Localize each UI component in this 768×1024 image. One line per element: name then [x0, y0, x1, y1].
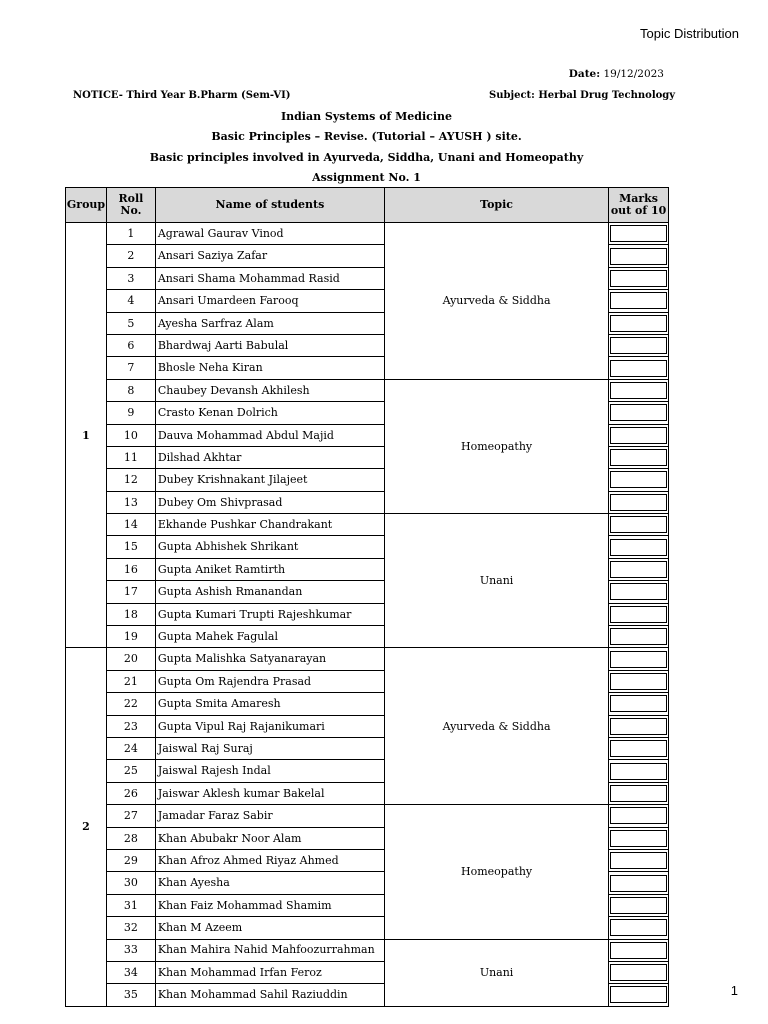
- marks-entry-box[interactable]: [610, 337, 667, 354]
- student-name-cell: Khan M Azeem: [155, 917, 384, 939]
- marks-entry-box[interactable]: [610, 628, 667, 645]
- roll-number-cell: 4: [106, 290, 155, 312]
- topic-cell: Ayurveda & Siddha: [385, 648, 609, 805]
- marks-entry-box[interactable]: [610, 919, 667, 936]
- student-name-cell: Ansari Saziya Zafar: [155, 245, 384, 267]
- student-name-cell: Dubey Om Shivprasad: [155, 491, 384, 513]
- heading-basic-principles-detail: Basic principles involved in Ayurveda, Siddha, Unani and Homeopathy: [149, 151, 584, 164]
- roll-number-cell: 6: [106, 334, 155, 356]
- roll-number-cell: 32: [106, 917, 155, 939]
- marks-cell[interactable]: [609, 961, 669, 983]
- marks-cell[interactable]: [609, 469, 669, 491]
- student-name-cell: Jaiswar Aklesh kumar Bakelal: [155, 782, 384, 804]
- marks-cell[interactable]: [609, 670, 669, 692]
- roll-number-cell: 28: [106, 827, 155, 849]
- marks-entry-box[interactable]: [610, 315, 667, 332]
- roll-number-cell: 31: [106, 894, 155, 916]
- header-topic: Topic: [385, 188, 609, 223]
- student-name-cell: Jaiswal Rajesh Indal: [155, 760, 384, 782]
- roll-number-cell: 21: [106, 670, 155, 692]
- roll-number-cell: 12: [106, 469, 155, 491]
- marks-cell[interactable]: [609, 626, 669, 648]
- marks-entry-box[interactable]: [610, 449, 667, 466]
- student-name-cell: Bhosle Neha Kiran: [155, 357, 384, 379]
- topic-cell: Homeopathy: [385, 379, 609, 513]
- table-row: [66, 223, 669, 245]
- marks-entry-box[interactable]: [610, 763, 667, 780]
- roll-number-cell: 15: [106, 536, 155, 558]
- header-marks-line2: out of 10: [610, 204, 667, 217]
- header-marks: [609, 188, 669, 223]
- date-label: Date:: [568, 68, 601, 80]
- marks-cell[interactable]: [609, 603, 669, 625]
- marks-cell[interactable]: [609, 312, 669, 334]
- table-body: [66, 223, 669, 1007]
- marks-entry-box[interactable]: [610, 785, 667, 802]
- marks-entry-box[interactable]: [610, 695, 667, 712]
- student-name-cell: Khan Mahira Nahid Mahfoozurrahman: [155, 939, 384, 961]
- student-name-cell: Khan Ayesha: [155, 872, 384, 894]
- marks-cell[interactable]: [609, 872, 669, 894]
- marks-cell[interactable]: [609, 849, 669, 871]
- roll-number-cell: 23: [106, 715, 155, 737]
- roll-number-cell: 14: [106, 514, 155, 536]
- marks-cell[interactable]: [609, 648, 669, 670]
- student-name-cell: Khan Afroz Ahmed Riyaz Ahmed: [155, 849, 384, 871]
- marks-cell[interactable]: [609, 379, 669, 401]
- marks-entry-box[interactable]: [610, 360, 667, 377]
- marks-cell[interactable]: [609, 760, 669, 782]
- group-number-cell: 2: [66, 648, 107, 1006]
- page-number: 1: [730, 983, 738, 998]
- marks-entry-box[interactable]: [610, 427, 667, 444]
- student-name-cell: Bhardwaj Aarti Babulal: [155, 334, 384, 356]
- roll-number-cell: 10: [106, 424, 155, 446]
- marks-cell[interactable]: [609, 290, 669, 312]
- marks-entry-box[interactable]: [610, 740, 667, 757]
- date-line: [569, 68, 664, 80]
- student-name-cell: Gupta Abhishek Shrikant: [155, 536, 384, 558]
- table-header-row: [66, 188, 669, 223]
- student-name-cell: Jaiswal Raj Suraj: [155, 737, 384, 759]
- marks-entry-box[interactable]: [610, 651, 667, 668]
- roll-number-cell: 30: [106, 872, 155, 894]
- roll-number-cell: 16: [106, 558, 155, 580]
- subject-line: Subject: Herbal Drug Technology: [489, 90, 676, 101]
- roll-number-cell: 3: [106, 267, 155, 289]
- marks-cell[interactable]: [609, 693, 669, 715]
- header-roll: Roll No.: [106, 188, 155, 223]
- roll-number-cell: 2: [106, 245, 155, 267]
- roll-number-cell: 24: [106, 737, 155, 759]
- table-row: [66, 514, 669, 536]
- marks-entry-box[interactable]: [610, 897, 667, 914]
- marks-entry-box[interactable]: [610, 606, 667, 623]
- topic-cell: Ayurveda & Siddha: [385, 223, 609, 380]
- heading-assignment: Assignment No. 1: [312, 171, 421, 184]
- marks-cell[interactable]: [609, 737, 669, 759]
- roll-number-cell: 7: [106, 357, 155, 379]
- marks-entry-box[interactable]: [610, 875, 667, 892]
- marks-cell[interactable]: [609, 491, 669, 513]
- group-number-cell: 1: [66, 223, 107, 648]
- marks-cell[interactable]: [609, 782, 669, 804]
- table-row: [66, 379, 669, 401]
- marks-cell[interactable]: [609, 984, 669, 1006]
- document-header-title: Topic Distribution: [640, 26, 739, 41]
- marks-cell[interactable]: [609, 939, 669, 961]
- student-name-cell: Crasto Kenan Dolrich: [155, 402, 384, 424]
- student-name-cell: Dubey Krishnakant Jilajeet: [155, 469, 384, 491]
- marks-entry-box[interactable]: [610, 986, 667, 1003]
- roll-number-cell: 20: [106, 648, 155, 670]
- student-name-cell: Gupta Om Rajendra Prasad: [155, 670, 384, 692]
- marks-entry-box[interactable]: [610, 516, 667, 533]
- marks-entry-box[interactable]: [610, 807, 667, 824]
- header-group: Group: [66, 188, 107, 223]
- roll-number-cell: 13: [106, 491, 155, 513]
- student-name-cell: Khan Abubakr Noor Alam: [155, 827, 384, 849]
- roll-number-cell: 1: [106, 223, 155, 245]
- roll-number-cell: 33: [106, 939, 155, 961]
- student-name-cell: Gupta Malishka Satyanarayan: [155, 648, 384, 670]
- marks-entry-box[interactable]: [610, 852, 667, 869]
- marks-entry-box[interactable]: [610, 830, 667, 847]
- roll-number-cell: 17: [106, 581, 155, 603]
- roll-number-cell: 19: [106, 626, 155, 648]
- marks-cell[interactable]: [609, 424, 669, 446]
- student-name-cell: Ayesha Sarfraz Alam: [155, 312, 384, 334]
- marks-entry-box[interactable]: [610, 561, 667, 578]
- marks-entry-box[interactable]: [610, 225, 667, 242]
- table-row: [66, 648, 669, 670]
- student-name-cell: Ekhande Pushkar Chandrakant: [155, 514, 384, 536]
- roll-number-cell: 5: [106, 312, 155, 334]
- marks-cell[interactable]: [609, 536, 669, 558]
- student-name-cell: Gupta Mahek Fagulal: [155, 626, 384, 648]
- heading-indian-systems: Indian Systems of Medicine: [280, 110, 453, 123]
- marks-cell[interactable]: [609, 558, 669, 580]
- student-topic-table: [65, 187, 669, 1007]
- roll-number-cell: 11: [106, 446, 155, 468]
- table-row: [66, 939, 669, 961]
- marks-cell[interactable]: [609, 223, 669, 245]
- marks-entry-box[interactable]: [610, 404, 667, 421]
- heading-basic-principles: Basic Principles – Revise. (Tutorial – AYUSH ) site.: [211, 130, 522, 143]
- marks-entry-box[interactable]: [610, 964, 667, 981]
- topic-cell: Unani: [385, 939, 609, 1006]
- student-name-cell: Gupta Aniket Ramtirth: [155, 558, 384, 580]
- student-name-cell: Dilshad Akhtar: [155, 446, 384, 468]
- roll-number-cell: 18: [106, 603, 155, 625]
- marks-cell[interactable]: [609, 245, 669, 267]
- student-name-cell: Agrawal Gaurav Vinod: [155, 223, 384, 245]
- student-name-cell: Ansari Shama Mohammad Rasid: [155, 267, 384, 289]
- marks-cell[interactable]: [609, 827, 669, 849]
- marks-cell[interactable]: [609, 357, 669, 379]
- student-name-cell: Ansari Umardeen Farooq: [155, 290, 384, 312]
- roll-number-cell: 8: [106, 379, 155, 401]
- topic-cell: Unani: [385, 514, 609, 648]
- topic-cell: Homeopathy: [385, 805, 609, 939]
- student-name-cell: Gupta Ashish Rmanandan: [155, 581, 384, 603]
- marks-entry-box[interactable]: [610, 718, 667, 735]
- roll-number-cell: 22: [106, 693, 155, 715]
- marks-entry-box[interactable]: [610, 583, 667, 600]
- roll-number-cell: 35: [106, 984, 155, 1006]
- student-name-cell: Dauva Mohammad Abdul Majid: [155, 424, 384, 446]
- marks-cell[interactable]: [609, 402, 669, 424]
- student-name-cell: Khan Mohammad Sahil Raziuddin: [155, 984, 384, 1006]
- student-table-wrapper: [65, 187, 669, 1002]
- student-name-cell: Jamadar Faraz Sabir: [155, 805, 384, 827]
- student-name-cell: Gupta Smita Amaresh: [155, 693, 384, 715]
- marks-cell[interactable]: [609, 805, 669, 827]
- marks-cell[interactable]: [609, 715, 669, 737]
- header-marks-line1: Marks: [619, 192, 658, 205]
- marks-cell[interactable]: [609, 917, 669, 939]
- roll-number-cell: 34: [106, 961, 155, 983]
- marks-cell[interactable]: [609, 267, 669, 289]
- marks-entry-box[interactable]: [610, 382, 667, 399]
- student-name-cell: Gupta Vipul Raj Rajanikumari: [155, 715, 384, 737]
- header-name: Name of students: [155, 188, 384, 223]
- marks-entry-box[interactable]: [610, 539, 667, 556]
- roll-number-cell: 27: [106, 805, 155, 827]
- notice-line: NOTICE- Third Year B.Pharm (Sem-VI): [73, 90, 291, 101]
- marks-entry-box[interactable]: [610, 942, 667, 959]
- roll-number-cell: 29: [106, 849, 155, 871]
- marks-entry-box[interactable]: [610, 270, 667, 287]
- roll-number-cell: 25: [106, 760, 155, 782]
- marks-entry-box[interactable]: [610, 673, 667, 690]
- marks-cell[interactable]: [609, 446, 669, 468]
- roll-number-cell: 9: [106, 402, 155, 424]
- date-value: 19/12/2023: [603, 68, 664, 80]
- marks-cell[interactable]: [609, 581, 669, 603]
- marks-entry-box[interactable]: [610, 471, 667, 488]
- marks-cell[interactable]: [609, 514, 669, 536]
- student-name-cell: Khan Faiz Mohammad Shamim: [155, 894, 384, 916]
- student-name-cell: Khan Mohammad Irfan Feroz: [155, 961, 384, 983]
- marks-entry-box[interactable]: [610, 494, 667, 511]
- marks-entry-box[interactable]: [610, 248, 667, 265]
- student-name-cell: Gupta Kumari Trupti Rajeshkumar: [155, 603, 384, 625]
- table-row: [66, 805, 669, 827]
- marks-cell[interactable]: [609, 334, 669, 356]
- roll-number-cell: 26: [106, 782, 155, 804]
- marks-entry-box[interactable]: [610, 292, 667, 309]
- marks-cell[interactable]: [609, 894, 669, 916]
- student-name-cell: Chaubey Devansh Akhilesh: [155, 379, 384, 401]
